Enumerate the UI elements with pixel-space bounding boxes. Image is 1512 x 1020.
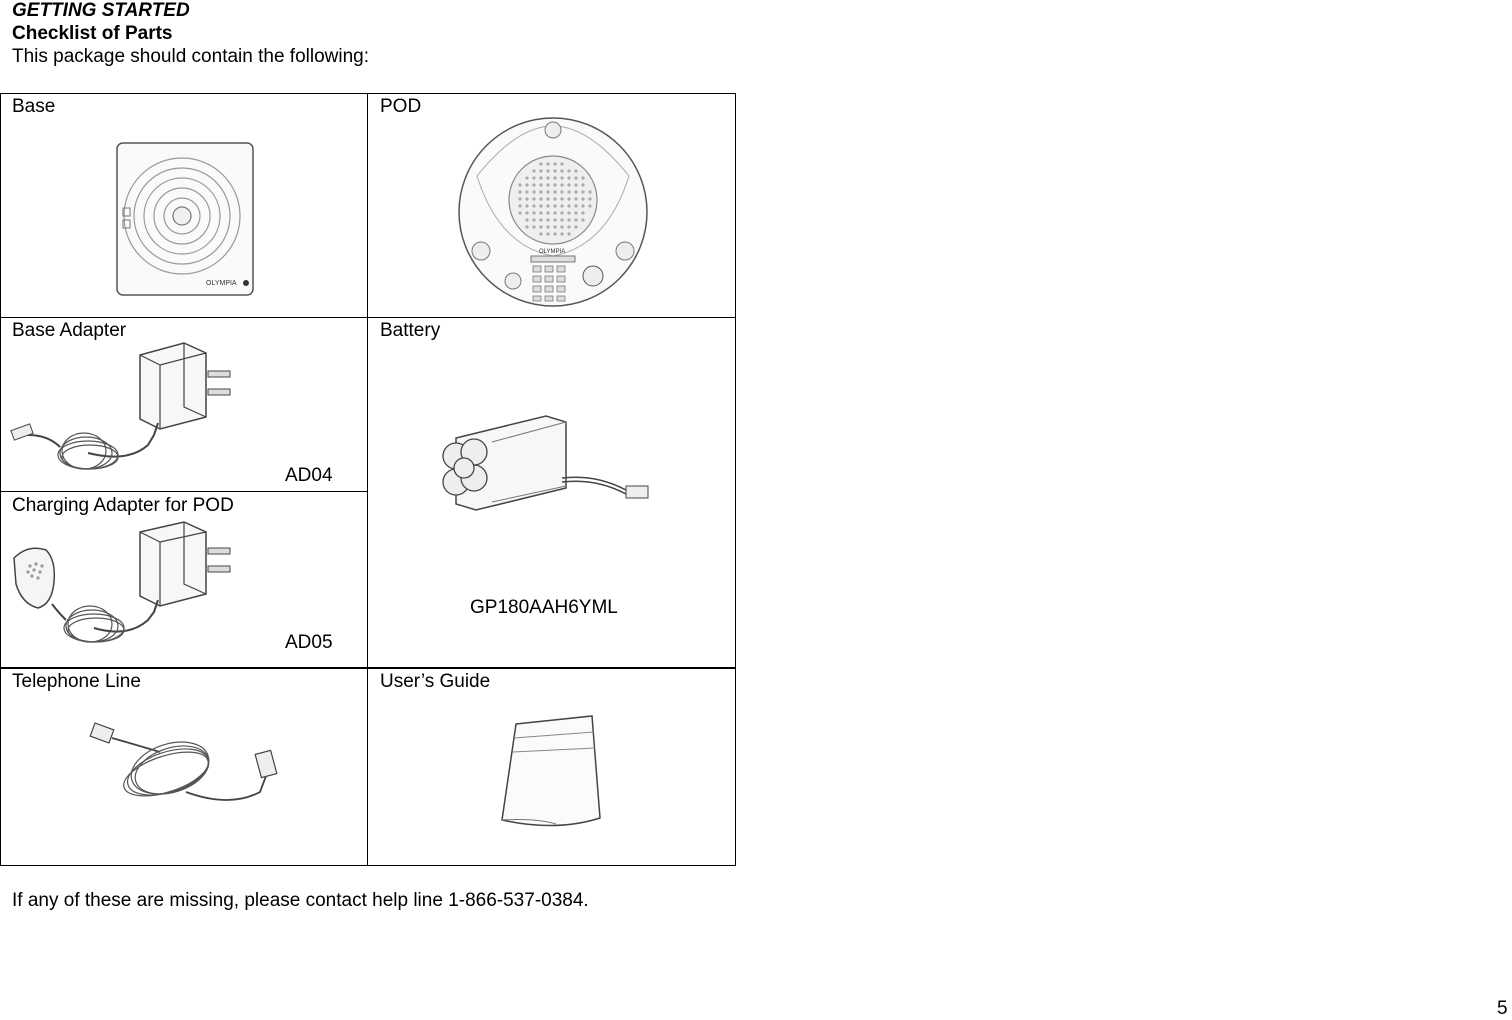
help-line-note: If any of these are missing, please contact help line 1-866-537-0384. [12, 890, 589, 911]
table-border-bottom [0, 865, 736, 866]
base-adapter-icon [8, 335, 248, 485]
table-row-divider [0, 667, 736, 669]
table-border-right [735, 93, 736, 866]
table-border-left [0, 93, 1, 866]
base-adapter-model: AD04 [285, 465, 333, 486]
telephone-line-icon [90, 712, 286, 812]
table-row-divider [0, 491, 368, 492]
users-guide-booklet-icon [496, 714, 606, 830]
battery-pack-icon [436, 408, 666, 518]
pod-unit-icon [457, 116, 649, 308]
base-label: Base [12, 96, 56, 117]
battery-model: GP180AAH6YML [470, 597, 618, 618]
section-subtitle: Checklist of Parts [12, 23, 173, 44]
pod-label: POD [380, 96, 422, 117]
charging-adapter-label: Charging Adapter for POD [12, 495, 234, 516]
intro-text: This package should contain the following: [12, 46, 370, 67]
page-title: GETTING STARTED [12, 0, 190, 21]
base-adapter-label: Base Adapter [12, 320, 127, 341]
page-number: 5 [1497, 998, 1508, 1019]
table-row-divider [0, 317, 736, 318]
table-column-divider [367, 93, 368, 866]
users-guide-label: User’s Guide [380, 671, 491, 692]
charging-adapter-model: AD05 [285, 632, 333, 653]
base-unit-icon [116, 142, 254, 296]
base-brand-text: OLYMPIA [206, 280, 237, 287]
table-border-top [0, 93, 736, 94]
pod-brand-text: OLYMPIA [539, 249, 566, 255]
charging-adapter-icon [8, 520, 248, 660]
telephone-line-label: Telephone Line [12, 671, 141, 692]
battery-label: Battery [380, 320, 441, 341]
